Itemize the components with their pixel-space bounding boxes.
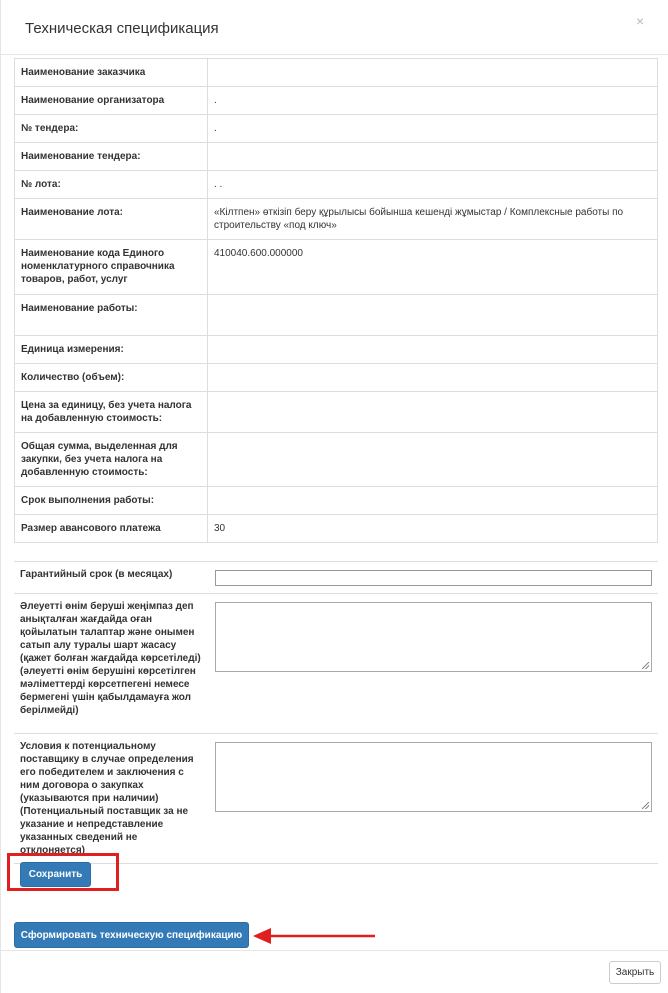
table-row: [15, 87, 658, 115]
row-value: [208, 143, 658, 171]
row-value: [208, 392, 658, 433]
row-label: Наименование кода Единого номенклатурного справочника товаров, работ, услуг: [15, 240, 208, 295]
row-value: [208, 295, 658, 336]
row-value: [208, 487, 658, 515]
arrow-annotation-icon: [253, 926, 377, 946]
spec-table: [14, 58, 658, 543]
table-row: [15, 59, 658, 87]
row-label: Размер авансового платежа: [15, 515, 208, 543]
modal-header: [1, 0, 668, 55]
form-row-kz-conditions: [14, 594, 658, 734]
form-row-warranty: [14, 562, 658, 594]
warranty-cell: [209, 562, 658, 594]
table-row: [15, 115, 658, 143]
table-row: [15, 143, 658, 171]
close-button[interactable]: Закрыть: [609, 961, 661, 984]
save-button[interactable]: Сохранить: [20, 862, 91, 887]
warranty-label: Гарантийный срок (в месяцах): [14, 562, 209, 594]
table-row: [15, 171, 658, 199]
supplier-conditions-form: [14, 561, 658, 864]
row-value: «Кілтпен» өткізіп беру құрылысы бойынша кешенді жұмыстар / Комплексные работы по строительству «под ключ»: [208, 199, 658, 240]
ru-conditions-cell: [209, 734, 658, 864]
table-row: [15, 364, 658, 392]
row-value: 30: [208, 515, 658, 543]
kz-conditions-textarea[interactable]: [215, 602, 652, 672]
table-row: [15, 392, 658, 433]
row-value: .: [208, 87, 658, 115]
row-label: № лота:: [15, 171, 208, 199]
row-value: . .: [208, 171, 658, 199]
ru-conditions-textarea[interactable]: [215, 742, 652, 812]
row-value: [208, 433, 658, 487]
table-row: [15, 433, 658, 487]
row-label: Общая сумма, выделенная для закупки, без учета налога на добавленную стоимость:: [15, 433, 208, 487]
ru-conditions-label: Условия к потенциальному поставщику в случае определения его победителем и заключения с ним договора о закупках (указываются при наличии) (Потенциальный поставщик за не указание и непредставление указанных сведений не отклоняется): [14, 734, 209, 864]
generate-spec-button[interactable]: Сформировать техническую спецификацию: [14, 922, 249, 948]
modal-title: Техническая спецификация: [25, 20, 219, 37]
row-label: Наименование тендера:: [15, 143, 208, 171]
row-label: Наименование заказчика: [15, 59, 208, 87]
row-value: .: [208, 115, 658, 143]
kz-conditions-label: Әлеуетті өнім беруші жеңімпаз деп анықталған жағдайда оған қойылатын талаптар және онымен сатып алу туралы шарт жасасу (қажет болған жағдайда көрсетіледі) (әлеуетті өнім берушіні көрсетілген мәліметтерді көрсетпегені немесе бермегені үшін қабылдамауға жол берілмейді): [14, 594, 209, 734]
close-icon[interactable]: ×: [636, 13, 645, 29]
row-label: № тендера:: [15, 115, 208, 143]
row-value: 410040.600.000000: [208, 240, 658, 295]
resize-grip-icon[interactable]: [642, 802, 649, 809]
table-row: [15, 515, 658, 543]
table-row: [15, 240, 658, 295]
resize-grip-icon[interactable]: [642, 662, 649, 669]
row-value: [208, 59, 658, 87]
row-label: Наименование работы:: [15, 295, 208, 336]
row-value: [208, 364, 658, 392]
row-label: Единица измерения:: [15, 336, 208, 364]
footer-divider: [1, 950, 668, 951]
row-label: Срок выполнения работы:: [15, 487, 208, 515]
row-label: Наименование лота:: [15, 199, 208, 240]
warranty-input[interactable]: [215, 570, 652, 586]
table-row: [15, 199, 658, 240]
kz-conditions-cell: [209, 594, 658, 734]
row-value: [208, 336, 658, 364]
row-label: Наименование организатора: [15, 87, 208, 115]
table-row: [15, 295, 658, 336]
table-row: [15, 487, 658, 515]
row-label: Количество (объем):: [15, 364, 208, 392]
table-row: [15, 336, 658, 364]
form-row-ru-conditions: [14, 734, 658, 864]
row-label: Цена за единицу, без учета налога на добавленную стоимость:: [15, 392, 208, 433]
